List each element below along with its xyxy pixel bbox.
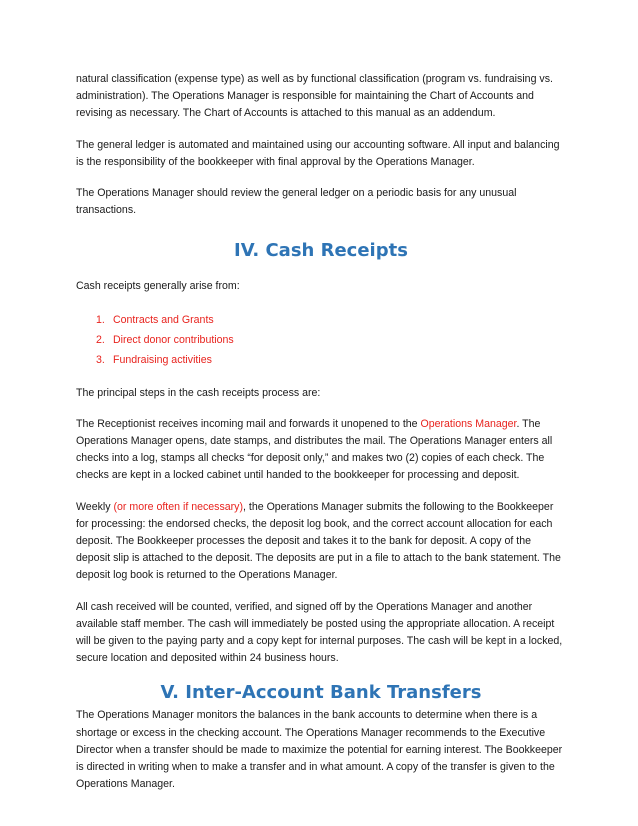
text-run: . The Operations Manager opens, date stamps, and distributes the mail. The Operations Manager enters all checks into a log, stamps all checks “for deposit only,” and makes two (2) copies of each check. The checks are kept in a locked cabinet until handed to the bookkeeper for processing and deposit. <box>76 417 553 482</box>
list-item-text: Direct donor contributions <box>113 333 234 346</box>
cash-receipts-lead: Cash receipts generally arise from: <box>76 280 240 293</box>
intro-paragraph-3: The Operations Manager should review the general ledger on a periodic basis for any unusual transactions. <box>76 187 517 217</box>
list-item-text: Contracts and Grants <box>113 313 214 326</box>
section-heading-bank-transfers: V. Inter-Account Bank Transfers <box>160 682 482 704</box>
section-heading-cash-receipts: IV. Cash Receipts <box>234 240 408 262</box>
receptionist-paragraph <box>76 416 566 485</box>
intro-paragraph-2: The general ledger is automated and maintained using our accounting software. All input and balancing is the responsibility of the bookkeeper with final approval by the Operations Manager. <box>76 138 560 168</box>
highlighted-text: Operations Manager <box>420 417 517 430</box>
cash-receipts-steps-lead: The principal steps in the cash receipts process are: <box>76 386 321 399</box>
list-item-number: 2. <box>96 333 105 346</box>
list-item <box>96 350 566 370</box>
text-run: The Receptionist receives incoming mail and forwards it unopened to the <box>76 417 421 430</box>
cash-handling-paragraph: All cash received will be counted, verified, and signed off by the Operations Manager and another available staff member. The cash will immediately be posted using the appropriate allocation. A receipt will be given to the paying party and a copy kept for internal purposes. The cash will be kept in a locked, secure location and deposited within 24 business hours. <box>76 600 563 665</box>
list-item <box>96 310 566 330</box>
list-item-number: 1. <box>96 313 105 326</box>
bank-transfers-paragraph: The Operations Manager monitors the balances in the bank accounts to determine when there is a shortage or excess in the checking account. The Operations Manager recommends to the Executive Director when a transfer should be made to maximize the potential for earning interest. The Bookkeeper is directed in writing when to make a transfer and in what amount. A copy of the transfer is given to the Operations Manager. <box>76 709 563 791</box>
list-item-number: 3. <box>96 353 105 366</box>
weekly-paragraph <box>76 499 566 585</box>
list-item-text: Fundraising activities <box>113 353 212 366</box>
text-run: Weekly <box>76 500 114 513</box>
cash-receipts-source-list <box>76 310 566 370</box>
highlighted-text: (or more often if necessary) <box>113 500 244 513</box>
text-run: , the Operations Manager submits the following to the Bookkeeper for processing: the endorsed checks, the deposit log book, and the correct account allocation for each deposit. The Bookkeeper processes the deposit and takes it to the bank for deposit. A copy of the deposit slip is attached to the deposit. The deposits are put in a file to attach to the bank statement. The deposit log book is returned to the Operations Manager. <box>76 500 561 582</box>
intro-paragraph-1: natural classification (expense type) as well as by functional classification (program vs. fundraising vs. administration). The Operations Manager is responsible for maintaining the Chart of Accounts and revising as necessary. The Chart of Accounts is attached to this manual as an addendum. <box>76 73 553 120</box>
list-item <box>96 330 566 350</box>
document-page <box>76 71 566 807</box>
